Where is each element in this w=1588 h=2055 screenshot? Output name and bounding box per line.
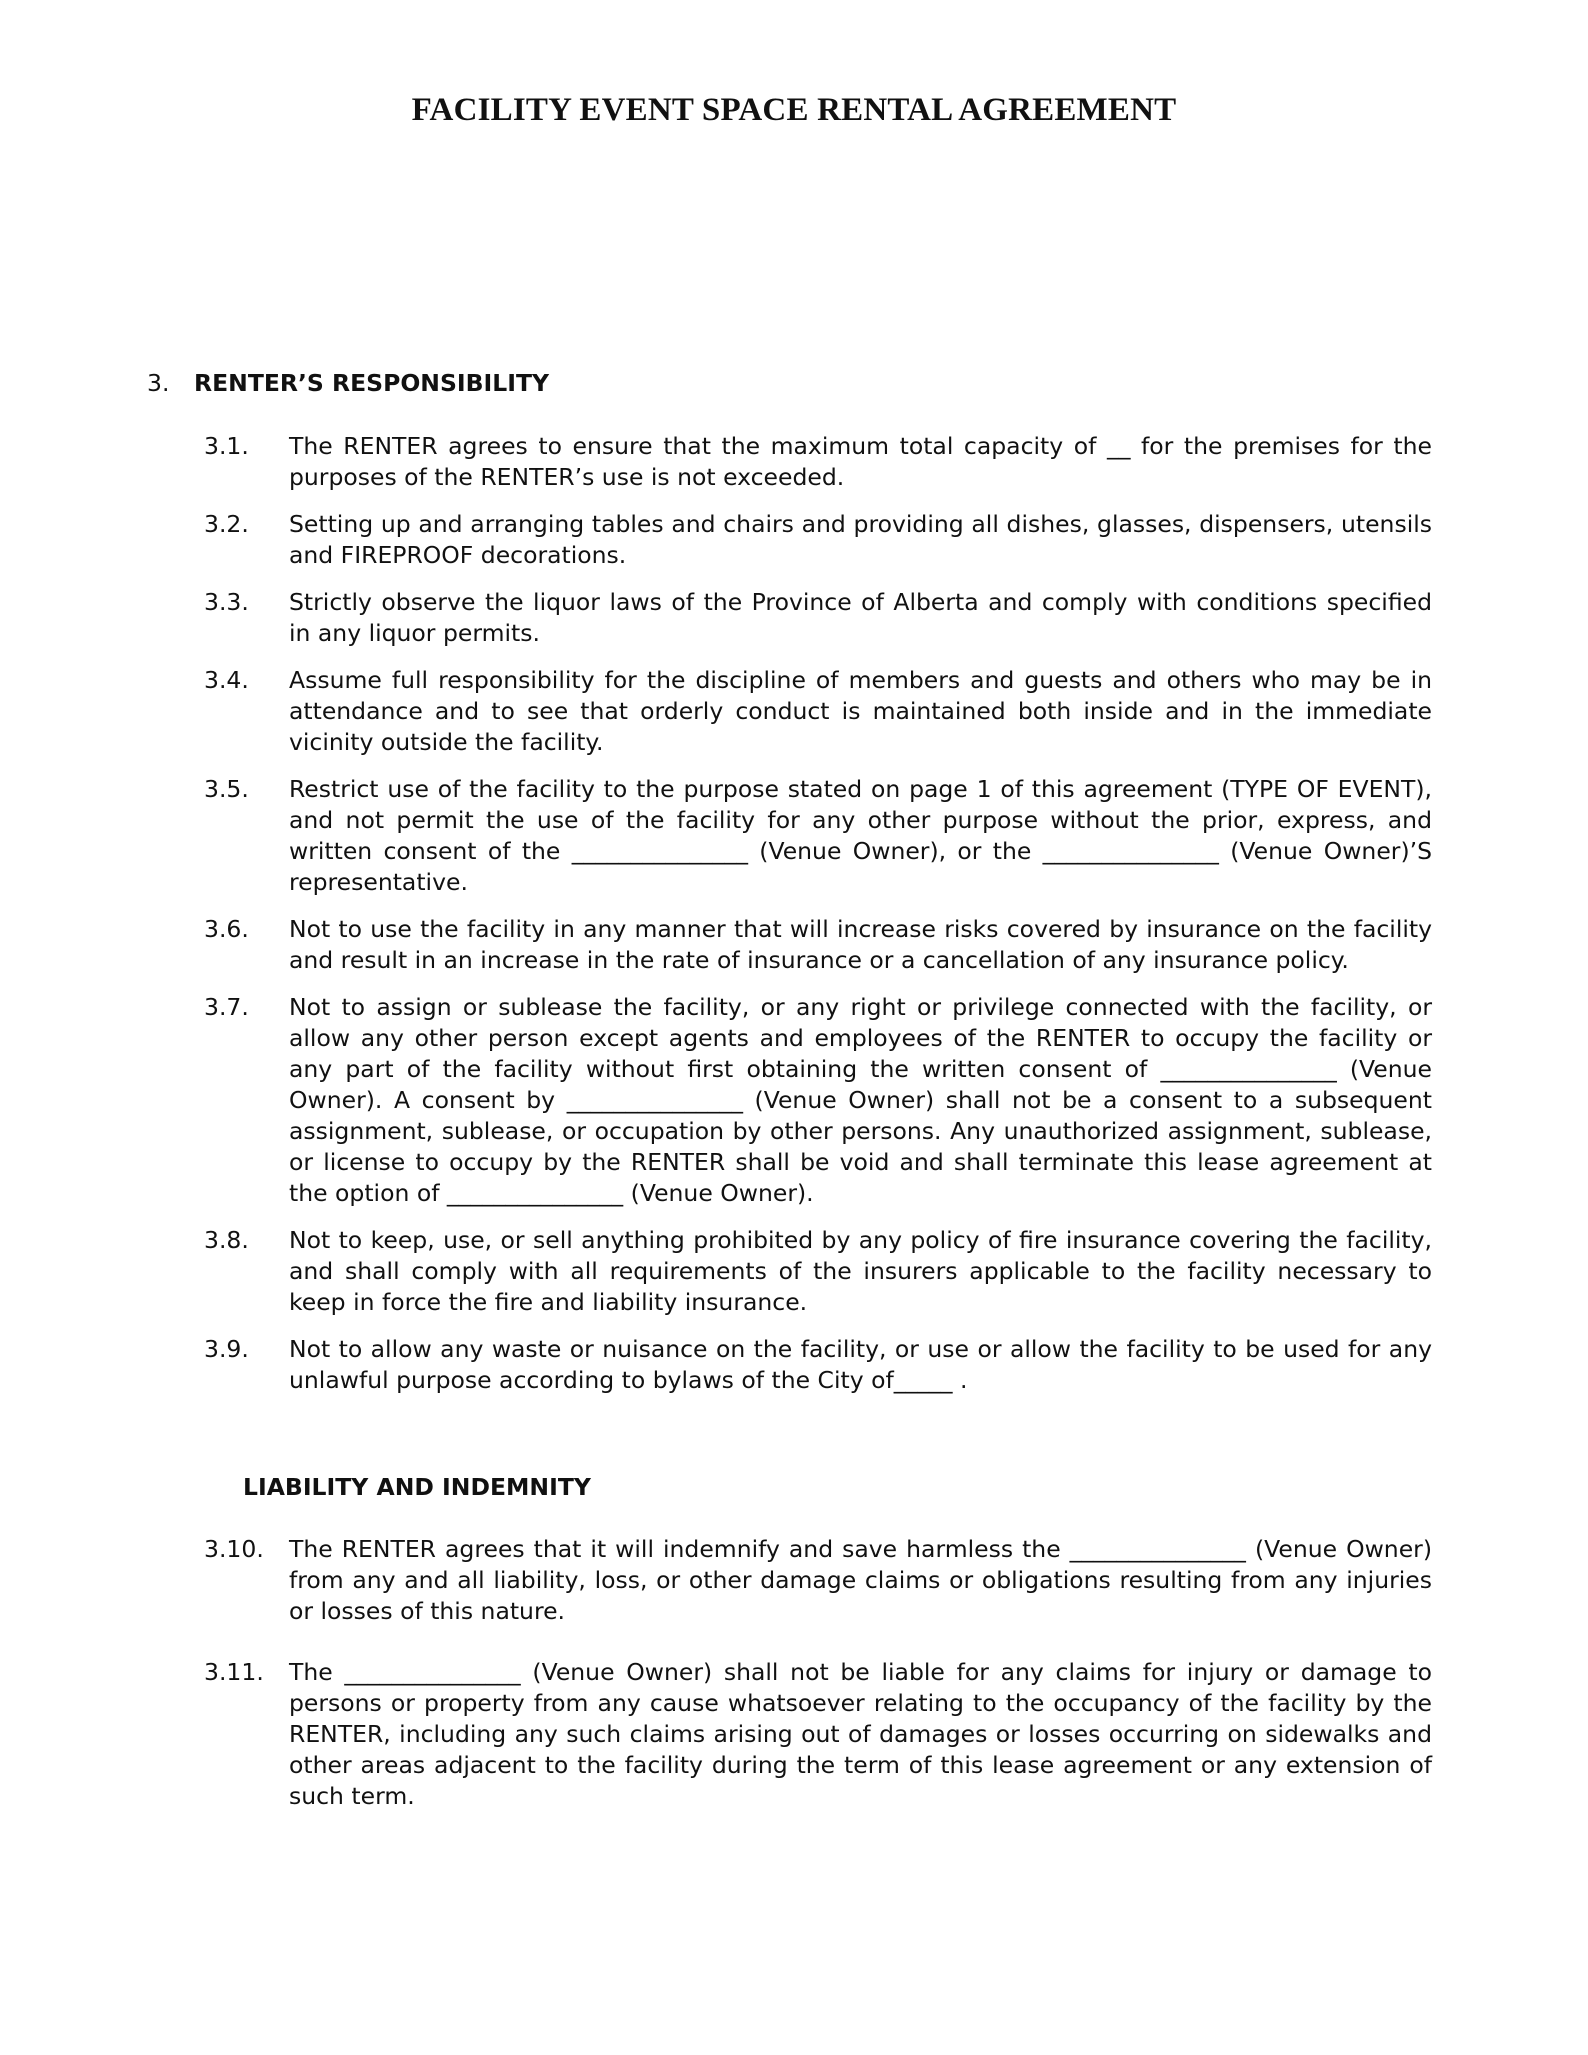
clause-text: Not to keep, use, or sell anything prohibited by any policy of fire insurance covering the facility, and shall comply with all requirements of the insurers applicable to the facility necessary to keep in force the fire and liability insurance. — [289, 1226, 1432, 1316]
section-number: 3. — [147, 369, 170, 397]
clause-text: Not to use the facility in any manner that will increase risks covered by insurance on the facility and result in an increase in the rate of insurance or a cancellation of any insurance policy. — [289, 915, 1432, 974]
liability-heading: LIABILITY AND INDEMNITY — [243, 1473, 591, 1501]
renter-responsibility-clauses — [204, 431, 1432, 1412]
clause-number: 3.4. — [204, 666, 249, 694]
clause-text: Setting up and arranging tables and chairs and providing all dishes, glasses, dispensers, utensils and FIREPROOF decorations. — [289, 510, 1432, 569]
clause-text: Not to assign or sublease the facility, or any right or privilege connected with the facility, or allow any other person except agents and employees of the RENTER to occupy the facility or any part of the facility without first obtaining the written consent of _______________ (Venue Owner). A consent by _______________ (Venue Owner) shall not be a consent to a subsequent assignment, sublease, or occupation by other persons. Any unauthorized assignment, sublease, or license to occupy by the RENTER shall be void and shall terminate this lease agreement at the option of _______________ (Venue Owner). — [289, 993, 1432, 1207]
clause-text: The RENTER agrees to ensure that the maximum total capacity of __ for the premises for the purposes of the RENTER’s use is not exceeded. — [289, 432, 1432, 491]
clause-number: 3.3. — [204, 588, 249, 616]
clause — [204, 914, 1432, 976]
clause-number: 3.5. — [204, 775, 249, 803]
clause-number: 3.6. — [204, 915, 249, 943]
section-title: RENTER’S RESPONSIBILITY — [194, 369, 550, 397]
document-title: FACILITY EVENT SPACE RENTAL AGREEMENT — [411, 92, 1177, 128]
clause — [204, 1334, 1432, 1396]
clause-text: Assume full responsibility for the discipline of members and guests and others who may be in attendance and to see that orderly conduct is maintained both inside and in the immediate vicinity outside the facility. — [289, 666, 1432, 756]
clause — [204, 992, 1432, 1209]
clause — [204, 665, 1432, 758]
clause-text: Strictly observe the liquor laws of the Province of Alberta and comply with conditions specified in any liquor permits. — [289, 588, 1432, 647]
clause — [204, 431, 1432, 493]
clause-number: 3.8. — [204, 1226, 249, 1254]
clause — [204, 774, 1432, 898]
clause — [204, 1657, 1432, 1812]
clause — [204, 587, 1432, 649]
clause — [204, 1225, 1432, 1318]
clause-number: 3.7. — [204, 993, 249, 1021]
clause-number: 3.2. — [204, 510, 249, 538]
clause-text: Not to allow any waste or nuisance on the facility, or use or allow the facility to be used for any unlawful purpose according to bylaws of the City of_____ . — [289, 1335, 1432, 1394]
clause-text: The _______________ (Venue Owner) shall not be liable for any claims for injury or damage to persons or property from any cause whatsoever relating to the occupancy of the facility by the RENTER, including any such claims arising out of damages or losses occurring on sidewalks and other areas adjacent to the facility during the term of this lease agreement or any extension of such term. — [289, 1658, 1432, 1810]
clause — [204, 1534, 1432, 1627]
liability-clauses — [204, 1534, 1432, 1842]
clause — [204, 509, 1432, 571]
clause-text: Restrict use of the facility to the purpose stated on page 1 of this agreement (TYPE OF EVENT), and not permit the use of the facility for any other purpose without the prior, express, and written consent of the _______________ (Venue Owner), or the _______________ (Venue Owner)’S representative. — [289, 775, 1432, 896]
clause-text: The RENTER agrees that it will indemnify and save harmless the _______________ (Venue Owner) from any and all liability, loss, or other damage claims or obligations resulting from any injuries or losses of this nature. — [289, 1535, 1432, 1625]
clause-number: 3.10. — [204, 1535, 264, 1563]
clause-number: 3.1. — [204, 432, 249, 460]
clause-number: 3.11. — [204, 1658, 264, 1686]
section-heading — [147, 369, 549, 397]
clause-number: 3.9. — [204, 1335, 249, 1363]
